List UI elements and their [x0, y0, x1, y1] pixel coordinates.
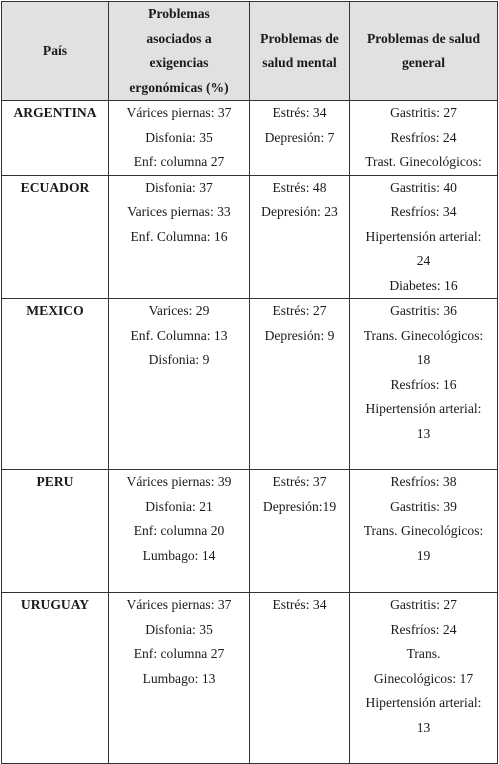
country-cell: MEXICO — [2, 299, 109, 470]
ergonomic-cell — [109, 593, 250, 764]
cell-line: Gastritis: 27 — [390, 597, 457, 612]
cell-line: salud mental — [262, 55, 337, 70]
cell-line: Enf: columna 20 — [133, 523, 225, 538]
cell-line: Disfonia: 35 — [145, 129, 213, 145]
cell-line: exigencias — [149, 55, 209, 70]
cell-line: Hipertensión arterial: — [365, 695, 482, 710]
mental-cell — [250, 299, 350, 470]
ergonomic-cell — [109, 101, 250, 176]
cell-line: Problemas de salud — [366, 30, 481, 46]
cell-line: Gastritis: 27 — [390, 105, 457, 120]
ergonomic-cell — [109, 470, 250, 593]
cell-line: Depresión:19 — [262, 498, 337, 514]
cell-line: Resfríos: 38 — [390, 474, 457, 489]
general-cell — [350, 299, 498, 470]
country-cell: ECUADOR — [2, 175, 109, 299]
cell-line: Resfríos: 24 — [390, 621, 457, 637]
cell-line: Enf: columna 27 — [133, 154, 225, 169]
mental-cell — [250, 175, 350, 299]
cell-line: Estrés: 34 — [272, 105, 327, 120]
cell-line: 13 — [416, 719, 431, 735]
general-cell — [350, 175, 498, 299]
cell-line: Depresión: 7 — [264, 129, 335, 145]
cell-line: 18 — [416, 352, 431, 367]
cell-line: general — [401, 55, 446, 70]
cell-line: Gastritis: 40 — [390, 179, 457, 195]
cell-line: Trans. — [406, 646, 441, 661]
cell-line: Disfonia: 35 — [145, 621, 213, 637]
table-row-mexico — [2, 299, 498, 470]
cell-line: Estrés: 27 — [272, 303, 327, 318]
cell-line: Várices piernas: 37 — [126, 597, 232, 612]
general-cell — [350, 470, 498, 593]
header-row — [2, 2, 498, 101]
cell-line: Resfríos: 34 — [390, 204, 457, 219]
cell-line: Disfonia: 37 — [145, 179, 213, 195]
table-row-argentina — [2, 101, 498, 176]
cell-line: Enf. Columna: 13 — [130, 327, 228, 343]
header-country — [2, 2, 109, 101]
cell-line: Lumbago: 14 — [142, 547, 216, 563]
cell-line: Gastritis: 39 — [390, 498, 457, 514]
cell-line: Varices piernas: 33 — [127, 204, 231, 219]
cell-line: Ginecológicos: 17 — [373, 670, 474, 686]
header-mental-health — [250, 2, 350, 101]
country-cell: URUGUAY — [2, 593, 109, 764]
cell-line: Problemas — [148, 6, 210, 21]
cell-line: 13 — [416, 425, 431, 441]
header-general-health — [350, 2, 498, 101]
cell-line: Diabetes: 16 — [389, 277, 458, 293]
cell-line: 19 — [416, 547, 431, 563]
cell-line: País — [42, 42, 68, 58]
cell-line: Lumbago: 13 — [142, 670, 216, 686]
cell-line: Problemas de — [260, 30, 339, 46]
cell-line: Enf: columna 27 — [133, 646, 225, 661]
cell-line: Varices: 29 — [148, 303, 210, 318]
cell-line: Hipertensión arterial: — [365, 401, 482, 416]
country-cell: PERU — [2, 470, 109, 593]
cell-line: Várices piernas: 39 — [126, 474, 232, 489]
cell-line: Estrés: 37 — [272, 474, 327, 489]
cell-line: Trans. Ginecológicos: — [363, 327, 484, 343]
mental-cell — [250, 101, 350, 176]
cell-line: Resfríos: 24 — [390, 129, 457, 145]
cell-line: Depresión: 9 — [264, 327, 335, 343]
cell-line: Resfríos: 16 — [390, 376, 457, 392]
table-row-uruguay — [2, 593, 498, 764]
cell-line: asociados a — [146, 30, 212, 46]
cell-line: Trast. Ginecológicos: — [365, 154, 482, 169]
ergonomic-cell — [109, 299, 250, 470]
cell-line: Trans. Ginecológicos: — [363, 523, 484, 538]
cell-line: Depresión: 23 — [261, 204, 338, 219]
country-cell: ARGENTINA — [2, 101, 109, 176]
health-problems-table — [1, 1, 498, 764]
ergonomic-cell — [109, 175, 250, 299]
cell-line: Enf. Columna: 16 — [130, 228, 228, 244]
cell-line: Hipertensión arterial: — [365, 228, 482, 244]
cell-line: 24 — [416, 253, 431, 268]
cell-line: Várices piernas: 37 — [126, 105, 232, 120]
header-ergonomic-problems — [109, 2, 250, 101]
cell-line: Estrés: 34 — [272, 597, 327, 612]
cell-line: Gastritis: 36 — [390, 303, 457, 318]
table-row-ecuador — [2, 175, 498, 299]
cell-line: Disfonia: 21 — [145, 498, 213, 514]
general-cell — [350, 593, 498, 764]
mental-cell — [250, 470, 350, 593]
mental-cell — [250, 593, 350, 764]
table-row-peru — [2, 470, 498, 593]
general-cell — [350, 101, 498, 176]
cell-line: Estrés: 48 — [272, 179, 327, 195]
cell-line: Disfonia: 9 — [148, 352, 210, 367]
cell-line: ergonómicas (%) — [129, 79, 229, 95]
